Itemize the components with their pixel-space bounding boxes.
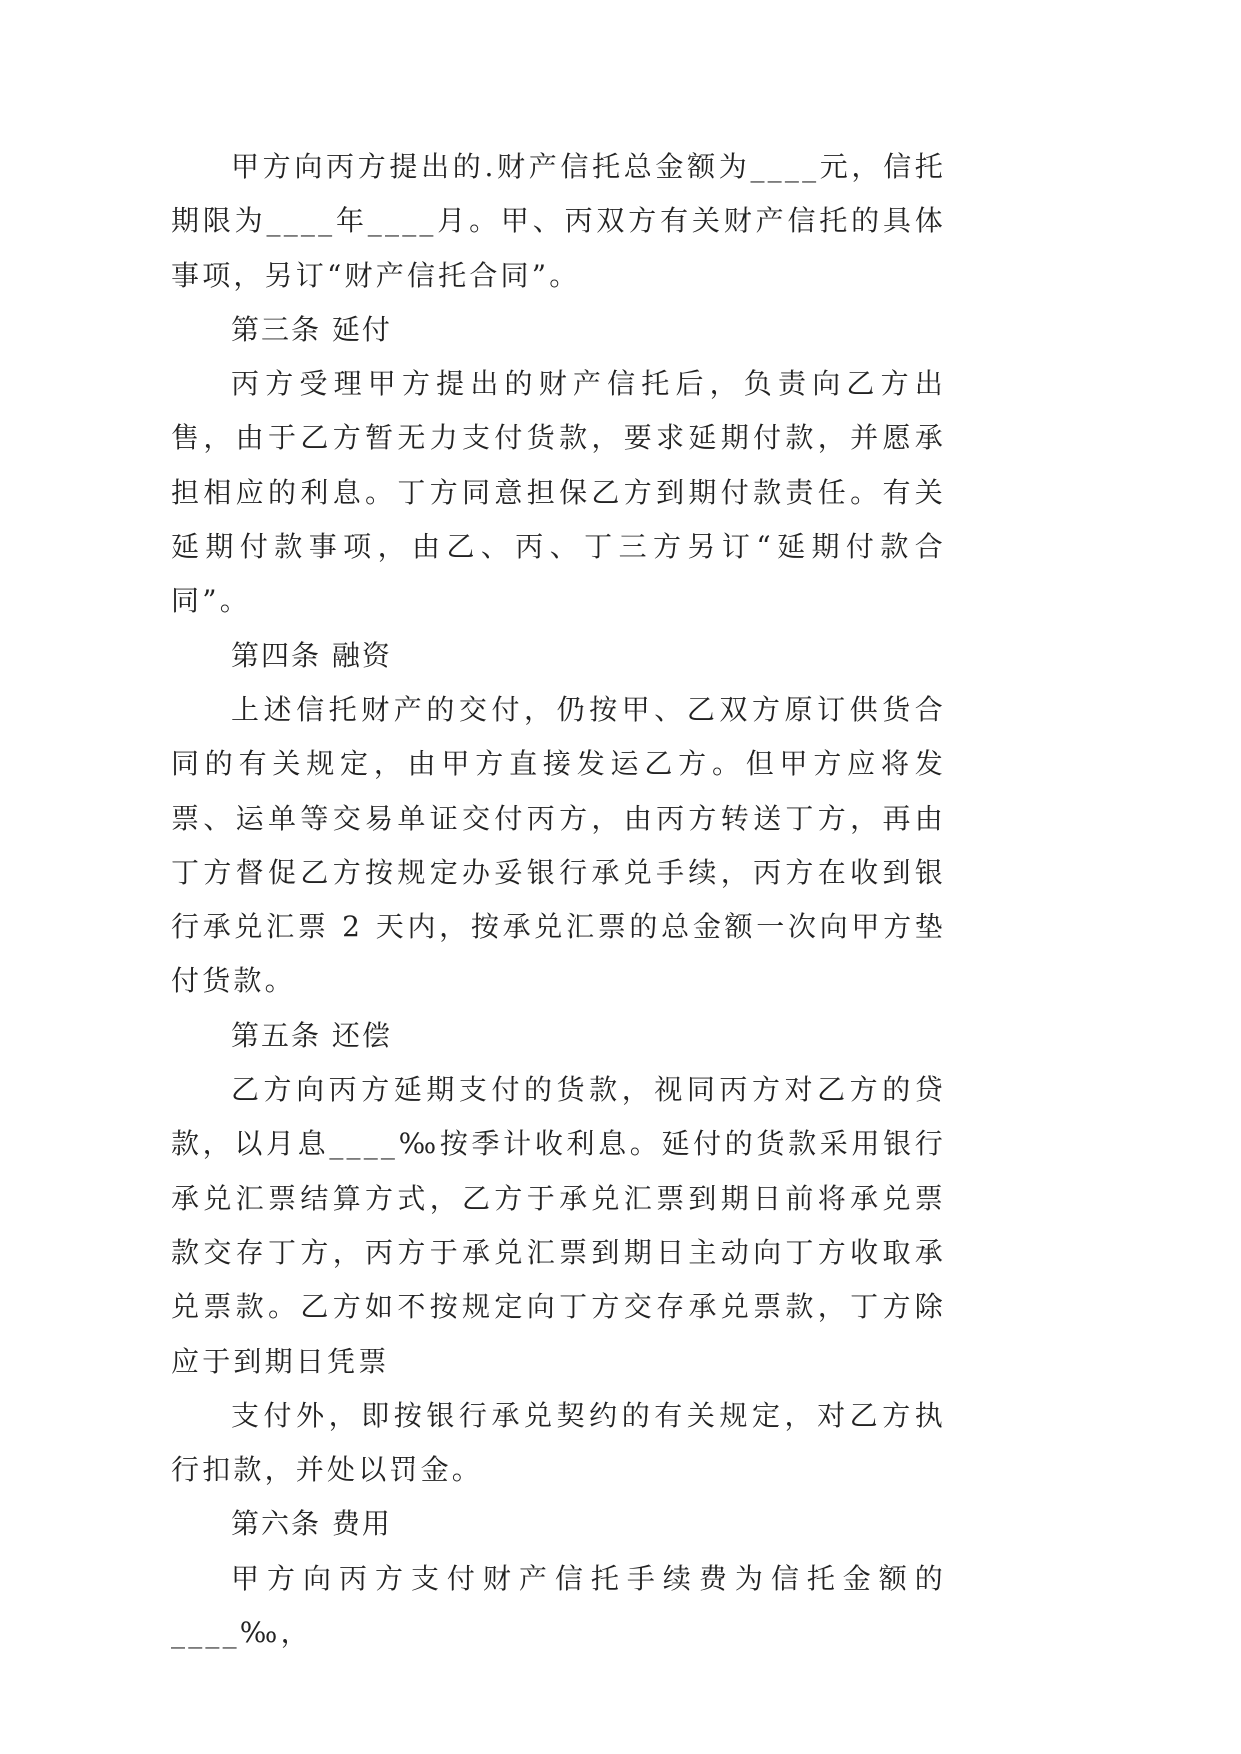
paragraph-repayment-continued: 支付外，即按银行承兑契约的有关规定，对乙方执行扣款，并处以罚金。	[171, 1398, 946, 1487]
heading-article-5: 第五条 还偿	[231, 1018, 392, 1052]
heading-article-3: 第三条 延付	[231, 312, 392, 346]
heading-article-4: 第四条 融资	[231, 638, 392, 672]
paragraph-trust-amount: 甲方向丙方提出的.财产信托总金额为____元，信托期限为____年____月。甲、丙双方有关财产信托的具体事项，另订“财产信托合同”。	[171, 150, 946, 292]
paragraph-deferred-payment: 丙方受理甲方提出的财产信托后，负责向乙方出售，由于乙方暂无力支付货款，要求延期付款，并愿承担相应的利息。丁方同意担保乙方到期付款责任。有关延期付款事项，由乙、丙、丁三方另订“延期付款合同”。	[171, 367, 946, 618]
paragraph-repayment: 乙方向丙方延期支付的货款，视同丙方对乙方的贷款，以月息____‰按季计收利息。延付的货款采用银行承兑汇票结算方式，乙方于承兑汇票到期日前将承兑票款交存丁方，丙方于承兑汇票到期日主动向丁方收取承兑票款。乙方如不按规定向丁方交存承兑票款，丁方除应于到期日凭票	[171, 1073, 946, 1378]
document-body	[171, 140, 946, 1660]
paragraph-fees: 甲方向丙方支付财产信托手续费为信托金额的____‰，	[171, 1561, 946, 1650]
paragraph-financing: 上述信托财产的交付，仍按甲、乙双方原订供货合同的有关规定，由甲方直接发运乙方。但甲方应将发票、运单等交易单证交付丙方，由丙方转送丁方，再由丁方督促乙方按规定办妥银行承兑手续，丙方在收到银行承兑汇票 2 天内，按承兑汇票的总金额一次向甲方垫付货款。	[171, 692, 946, 998]
heading-article-6: 第六条 费用	[231, 1507, 392, 1541]
